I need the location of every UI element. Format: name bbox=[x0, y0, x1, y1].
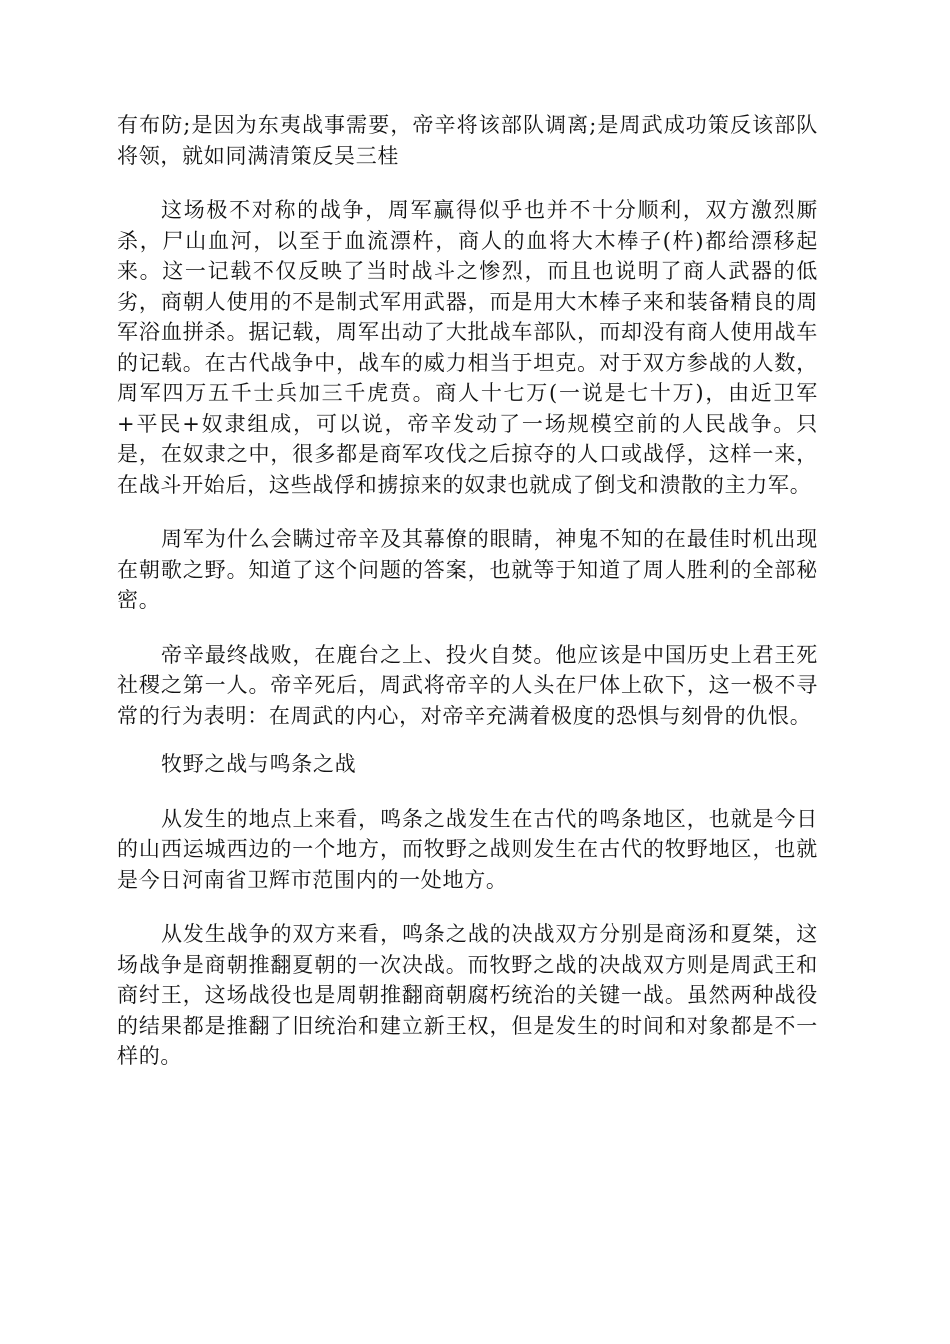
paragraph-parties-comparison: 从发生战争的双方来看，鸣条之战的决战双方分别是商汤和夏桀，这场战争是商朝推翻夏朝的一次决战。而牧野之战的决战双方则是周武王和商纣王，这场战役也是周朝推翻商朝腐朽统治的关键一战。虽然两种战役的结果都是推翻了旧统治和建立新王权，但是发生的时间和对象都是不一样的。 bbox=[117, 922, 818, 1068]
paragraph-dixin-defeat: 帝辛最终战败，在鹿台之上、投火自焚。他应该是中国历史上君王死社稷之第一人。帝辛死后，周武将帝辛的人头在尸体上砍下，这一极不寻常的行为表明：在周武的内心，对帝辛充满着极度的恐惧与刻骨的仇恨。 bbox=[117, 642, 818, 728]
paragraph-battle-description: 这场极不对称的战争，周军赢得似乎也并不十分顺利，双方激烈厮杀，尸山血河，以至于血流漂杵，商人的血将大木棒子(杵)都给漂移起来。这一记载不仅反映了当时战斗之惨烈，而且也说明了商人武器的低劣，商朝人使用的不是制式军用武器，而是用大木棒子来和装备精良的周军浴血拼杀。据记载，周军出动了大批战车部队，而却没有商人使用战车的记载。在古代战争中，战车的威力相当于坦克。对于双方参战的人数，周军四万五千士兵加三千虎贲。商人十七万(一说是七十万)，由近卫军+平民+奴隶组成，可以说，帝辛发动了一场规模空前的人民战争。只是，在奴隶之中，很多都是商军攻伐之后掠夺的人口或战俘，这样一来，在战斗开始后，这些战俘和掳掠来的奴隶也就成了倒戈和溃散的主力军。 bbox=[117, 198, 818, 497]
section-heading: 牧野之战与鸣条之战 bbox=[161, 752, 357, 776]
paragraph-zhou-secret: 周军为什么会瞒过帝辛及其幕僚的眼睛，神鬼不知的在最佳时机出现在朝歌之野。知道了这个问题的答案，也就等于知道了周人胜利的全部秘密。 bbox=[117, 527, 818, 612]
paragraph-continuation: 有布防;是因为东夷战事需要，帝辛将该部队调离;是周武成功策反该部队将领，就如同满清策反吴三桂 bbox=[117, 113, 818, 168]
paragraph-location-comparison: 从发生的地点上来看，鸣条之战发生在古代的鸣条地区，也就是今日的山西运城西边的一个地方，而牧野之战则发生在古代的牧野地区，也就是今日河南省卫辉市范围内的一处地方。 bbox=[117, 806, 818, 892]
